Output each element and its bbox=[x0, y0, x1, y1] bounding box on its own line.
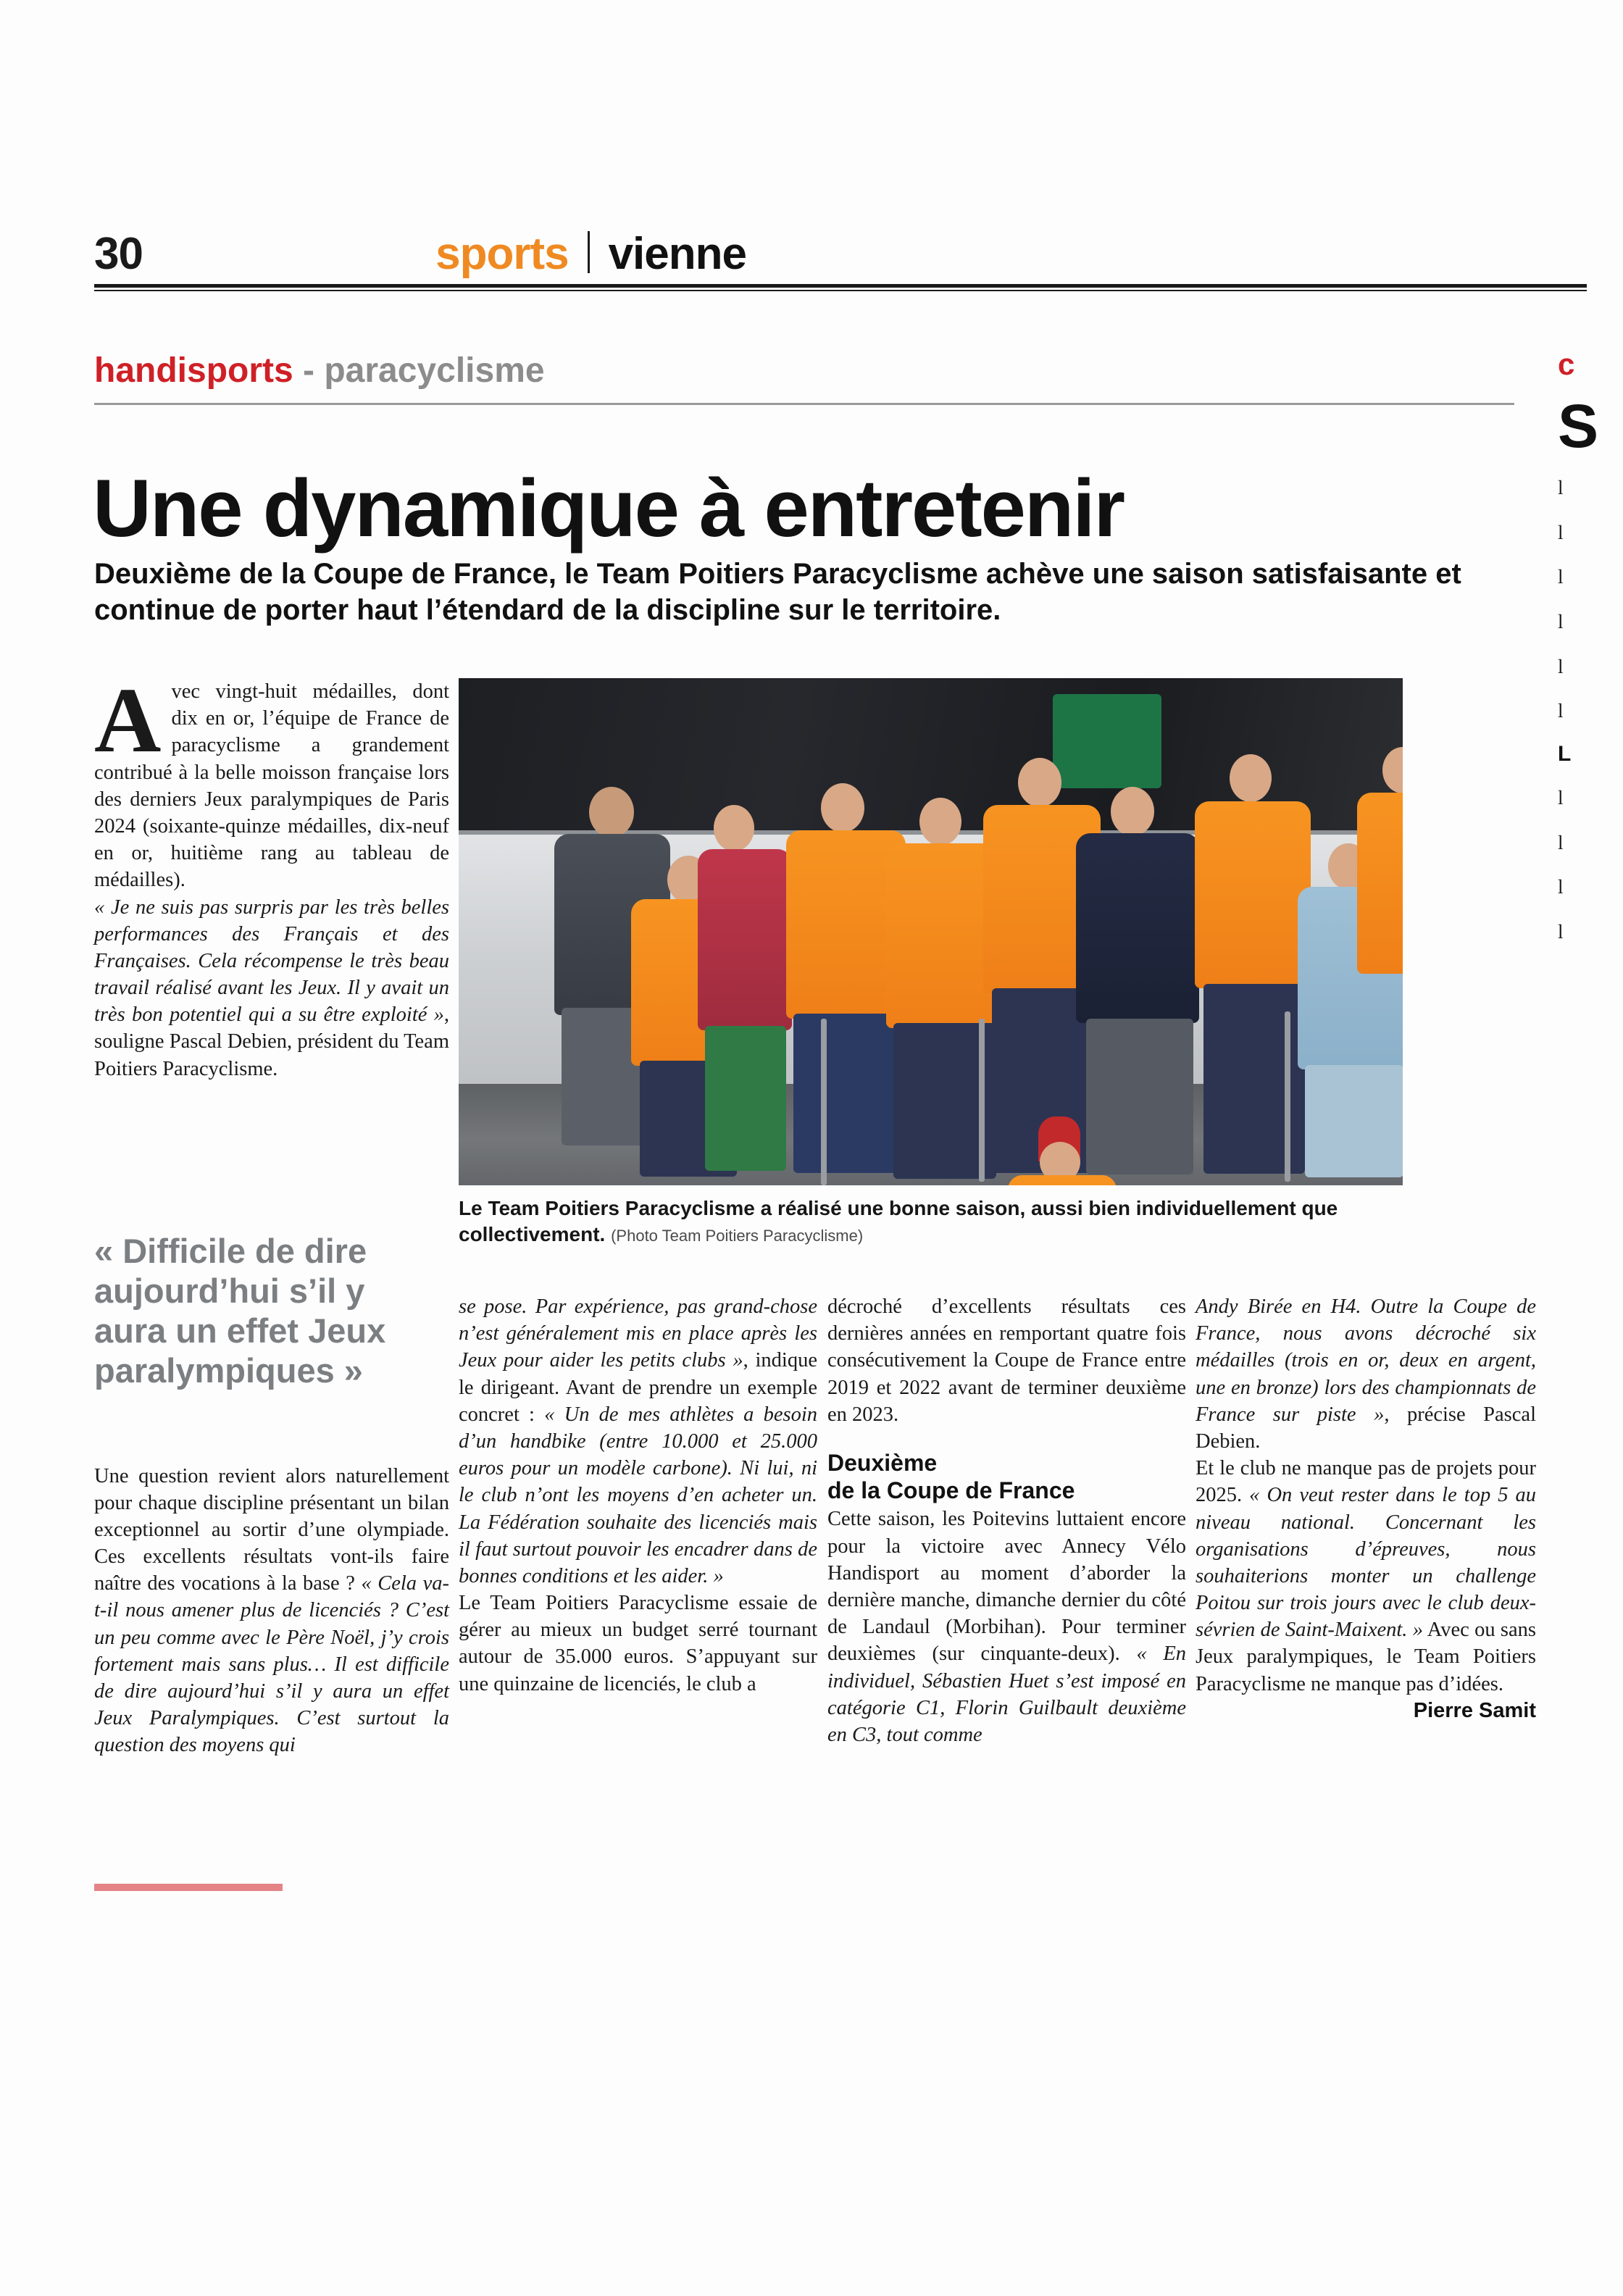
photo-scene bbox=[459, 678, 1403, 1185]
photo-person-head bbox=[714, 805, 754, 851]
section-subhead bbox=[827, 1450, 1186, 1505]
photo-person-legs bbox=[705, 1026, 786, 1171]
photo-person-legs bbox=[1086, 1019, 1193, 1174]
col4-tail-text: Avec ou sans Jeux paralympiques, le Team Poitiers Paracyclisme ne manque pas d’idées. bbox=[1196, 1619, 1536, 1695]
col1-quote-paragraph bbox=[94, 894, 449, 1082]
adjacent-body-line: l bbox=[1558, 477, 1564, 499]
photo-crutch bbox=[979, 1019, 985, 1182]
col4-paragraph-2 bbox=[1196, 1455, 1536, 1698]
body-column-1-tail bbox=[94, 1442, 449, 1779]
adjacent-article-sliver bbox=[1558, 348, 1623, 1710]
adjacent-body-line: l bbox=[1558, 876, 1564, 898]
adjacent-body-line: l bbox=[1558, 831, 1564, 853]
section-label-vienne: vienne bbox=[608, 229, 746, 279]
adjacent-kicker: c bbox=[1558, 348, 1575, 381]
article-kicker bbox=[94, 353, 1514, 389]
article-pullquote: « Difficile de dire aujourd’hui s’il y aura un effet Jeux paralympiques » bbox=[94, 1232, 386, 1390]
col1-tail-quote: « Cela va-t-il nous amener plus de licenciés ? C’est un peu comme avec le Père Noël, j’y crois fortement mais sans plus… Il est difficile de dire aujourd’hui s’il y aura un effet Jeux Paralympiques. C’est surtout la question des moyens qui bbox=[94, 1572, 449, 1757]
photo-person-head bbox=[919, 798, 961, 846]
col4-quote: Andy Birée en H4. Outre la Coupe de France, nous avons décroché six médailles (trois en or, deux en argent, une en bronze) lors des championnats de France sur piste » bbox=[1196, 1295, 1536, 1426]
photo-person-head bbox=[1111, 787, 1154, 836]
adjacent-body-line: l bbox=[1558, 655, 1564, 677]
photo-caption bbox=[459, 1195, 1403, 1248]
photo-credit: (Photo Team Poitiers Paracyclisme) bbox=[611, 1227, 864, 1245]
col3-quote: « En individuel, Sébastien Huet s’est imposé en catégorie C1, Florin Guilbault deuxième en C3, tout comme bbox=[827, 1642, 1186, 1746]
masthead-divider bbox=[588, 231, 590, 273]
article-byline: Pierre Samit bbox=[1413, 1698, 1536, 1722]
article-photo bbox=[459, 678, 1403, 1185]
col3-paragraph-1: décroché d’excellents résultats ces dernières années en remportant quatre fois consécutivement la Coupe de France entre 2019 et 2022 avant de terminer deuxième en 2023. bbox=[827, 1295, 1186, 1426]
photo-green-panel bbox=[1053, 694, 1161, 788]
photo-person-torso bbox=[1008, 1175, 1117, 1185]
adjacent-body-line: l bbox=[1558, 786, 1564, 809]
subhead-line-2: de la Coupe de France bbox=[827, 1477, 1075, 1503]
photo-person-legs bbox=[1305, 1065, 1403, 1177]
adjacent-body-line: l bbox=[1558, 920, 1564, 943]
col4-text-b: Et le club ne manque pas de projets pour 2025. bbox=[1196, 1457, 1536, 1507]
masthead-section-labels bbox=[435, 227, 1529, 277]
body-column-3 bbox=[827, 1293, 1186, 1748]
masthead-rule-thin bbox=[94, 290, 1587, 291]
page-folio-number: 30 bbox=[94, 229, 143, 279]
col3-text-b: Cette saison, les Poitevins luttaient encore pour la victoire avec Annecy Vélo Handisport au moment d’aborder la dernière manche, dimanche dernier du côté de Landaul (Morbihan). Pour terminer deuxièmes (sur cinquante-deux). bbox=[827, 1508, 1186, 1666]
lead-paragraph: Avec vingt-huit médailles, dont dix en or, l’équipe de France de paracyclisme a grandement contribué à la belle moisson française lors des derniers Jeux paralympiques de Paris 2024 (soixante-quinze médailles, dix-neuf en or, huitième rang au tableau de médailles). bbox=[94, 669, 449, 892]
adjacent-body-line: l bbox=[1558, 566, 1564, 588]
photo-person-torso bbox=[698, 849, 792, 1030]
col3-paragraph-2 bbox=[827, 1506, 1186, 1748]
photo-crutch bbox=[1285, 1011, 1290, 1182]
photo-person-torso bbox=[1195, 801, 1311, 988]
photo-person-head bbox=[821, 783, 864, 832]
photo-person-torso bbox=[1357, 793, 1403, 974]
col2-paragraph-2: Le Team Poitiers Paracyclisme essaie de gérer au mieux un budget serré tournant autour de 35.000 euros. S’appuyant sur une quinzaine de licenciés, le club a bbox=[459, 1592, 817, 1695]
photo-caption-text: Le Team Poitiers Paracyclisme a réalisé une bonne saison, aussi bien individuellement que collectivement. bbox=[459, 1197, 1338, 1246]
col2-quote-a: se pose. Par expérience, pas grand-chose n’est généralement mis en place après les Jeux pour aider les petits clubs » bbox=[459, 1295, 817, 1372]
col1-tail-text: Une question revient alors naturellement pour chaque discipline présentant un bilan exceptionnel au sortir d’une olympiade. Ces excellents résultats vont-ils faire naître des vocations à la base ? bbox=[94, 1464, 449, 1595]
photo-person-head bbox=[1018, 758, 1061, 807]
lower-article-rule bbox=[94, 1884, 283, 1891]
page-masthead bbox=[94, 210, 1529, 277]
col4-quote-2: « On veut rester dans le top 5 au niveau national. Concernant les organisations d’épreuves, nous souhaiterions monter un challenge Poitou sur trois jours avec le club deux-sévrien de Saint-Maixent. » bbox=[1196, 1484, 1537, 1642]
body-column-2 bbox=[459, 1293, 817, 1698]
kicker-subcategory: paracyclisme bbox=[324, 351, 545, 390]
photo-person-head bbox=[589, 787, 634, 838]
photo-person-torso bbox=[1076, 833, 1199, 1023]
col2-paragraph-1 bbox=[459, 1293, 817, 1590]
col2-mid-text: , indique le dirigeant. Avant de prendre un exemple concret : bbox=[459, 1349, 817, 1426]
masthead-rule-thick bbox=[94, 284, 1587, 288]
photo-person-legs bbox=[793, 1014, 898, 1173]
kicker-category: handisports bbox=[94, 351, 293, 390]
body-column-1 bbox=[94, 669, 449, 1082]
article-headline: Une dynamique à entretenir bbox=[93, 463, 1125, 554]
article-standfirst: Deuxième de la Coupe de France, le Team Poitiers Paracyclisme achève une saison satisfaisante et continue de porter haut l’étendard de la discipline sur le territoire. bbox=[94, 558, 1461, 626]
photo-crutch bbox=[821, 1019, 827, 1185]
adjacent-headline: S bbox=[1558, 392, 1599, 461]
col1-tail-paragraph bbox=[94, 1463, 449, 1759]
col2-quote-b: « Un de mes athlètes a besoin d’un handbike (entre 10.000 et 25.000 euros pour un modèle carbone). Ni lui, ni le club n’ont les moyens d’en acheter un. La Fédération souhaite des licenciés mais il faut surtout pouvoir les encadrer dans de bonnes conditions et les aider. » bbox=[459, 1403, 818, 1587]
photo-person-head bbox=[1230, 754, 1272, 802]
body-column-4 bbox=[1196, 1293, 1536, 1725]
col1-quote-text: « Je ne suis pas surpris par les très belles performances des Français et des Françaises. Cela récompense le très beau travail réalisé avant les Jeux. Il y avait un très bon potentiel qui a su être exploité » bbox=[94, 896, 449, 1027]
adjacent-body-line: l bbox=[1558, 700, 1564, 722]
adjacent-body-line: l bbox=[1558, 521, 1564, 543]
kicker-dash: - bbox=[293, 351, 325, 390]
adjacent-subhead: L bbox=[1558, 741, 1572, 766]
col1-quote-attribution: , souligne Pascal Debien, président du Team Poitiers Paracyclisme. bbox=[94, 1003, 449, 1080]
section-label-sports: sports bbox=[435, 229, 569, 279]
adjacent-body-line: l bbox=[1558, 611, 1564, 633]
col4-attribution: , précise Pascal Debien. bbox=[1196, 1403, 1536, 1453]
subhead-line-1: Deuxième bbox=[827, 1449, 938, 1476]
col4-paragraph-1 bbox=[1196, 1293, 1536, 1455]
kicker-rule bbox=[94, 403, 1514, 405]
